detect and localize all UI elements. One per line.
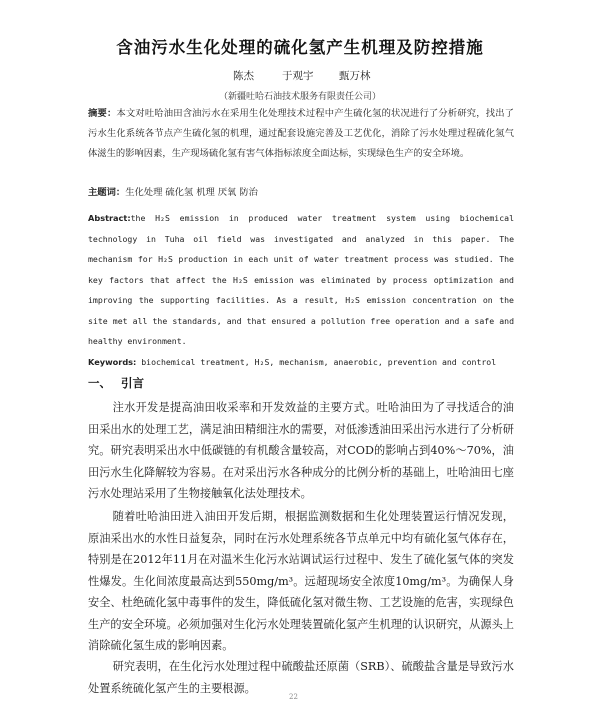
- body-paragraph: 注水开发是提高油田收采率和开发效益的主要方式。吐哈油田为了寻找适合的油田采出水的处理工艺，满足油田精细注水的需要，对低渗透油田采出污水进行了分析研究。研究表明采出水中低碳链的有机酸含量较高，对COD的影响占到40%～70%，油田污水生化降解较为容易。在对采出污水各种成分的比例分析的基础上，吐哈油田七座污水处理站采用了生物接触氧化法处理技术。: [88, 401, 514, 500]
- abstract-en: [88, 208, 514, 352]
- keywords-en: [88, 352, 514, 372]
- section-title: 引言: [121, 376, 144, 390]
- author-list: [0, 68, 600, 84]
- section-number: 一、: [88, 376, 111, 390]
- author-name: 陈杰: [233, 70, 254, 82]
- body-paragraph: 研究表明，在生化污水处理过程中硫酸盐还原菌（SRB）、硫酸盐含量是导致污水处置系统硫化氢产生的主要根源。: [88, 660, 514, 695]
- keywords-zh-text: 生化处理 硫化氢 机理 厌氧 防治: [125, 187, 258, 198]
- affiliation: （新疆吐哈石油技术服务有限责任公司）: [218, 92, 381, 102]
- section-heading: [88, 375, 154, 391]
- keywords-zh: [88, 183, 514, 203]
- keywords-en-text: biochemical treatment, H₂S, mechanism, anaerobic, prevention and control: [136, 357, 497, 367]
- author-name: 于观宇: [282, 70, 314, 82]
- abstract-en-label: Abstract:: [88, 213, 131, 223]
- paper-title: 含油污水生化处理的硫化氢产生机理及防控措施: [116, 38, 484, 57]
- abstract-zh-text: 本文对吐哈油田含油污水在采用生化处理技术过程中产生硫化氢的状况进行了分析研究，找出了污水生化系统各节点产生硫化氢的机理，通过配套设施完善及工艺优化，消除了污水处理过程硫化氢气体滋生的影响因素，生产现场硫化氢有害气体指标浓度全面达标，实现绿色生产的安全环境。: [88, 108, 514, 159]
- keywords-zh-label: 主题词：: [88, 187, 126, 198]
- page-number: 22: [289, 693, 298, 701]
- abstract-en-text: the H₂S emission in produced water treatment system using biochemical technology in Tuha oil field was investigated and analyzed in this paper. The mechanism for H₂S production in each unit of water treatment process was studied. The key factors that affect the H₂S emission was eliminated by process optimization and improving the supporting facilities. As a result, H₂S emission concentration on the site met all the standards, and that ensured a pollution free operation and a safe and healthy environment.: [88, 213, 514, 346]
- body-paragraph: 随着吐哈油田进入油田开发后期，根据监测数据和生化处理装置运行情况发现，原油采出水的水性日益复杂，同时在污水处理系统各节点单元中均有硫化氢气体存在，特别是在2012年11月在对温米生化污水站调试运行过程中、发生了硫化氢气体的突发性爆发。生化间浓度最高达到550mg/m³。远超现场安全浓度10mg/m³。为确保人身安全、杜绝硫化氢中毒事件的发生，降低硫化氢对微生物、工艺设施的危害，实现绿色生产的安全环境。必须加强对生化污水处理装置硫化氢产生机理的认识研究，从源头上消除硫化氢生成的影响因素。: [88, 510, 514, 652]
- abstract-zh-label: 摘要：: [88, 108, 117, 119]
- author-name: 甄万林: [339, 70, 371, 82]
- abstract-zh: [88, 104, 514, 164]
- keywords-en-label: Keywords:: [88, 357, 137, 367]
